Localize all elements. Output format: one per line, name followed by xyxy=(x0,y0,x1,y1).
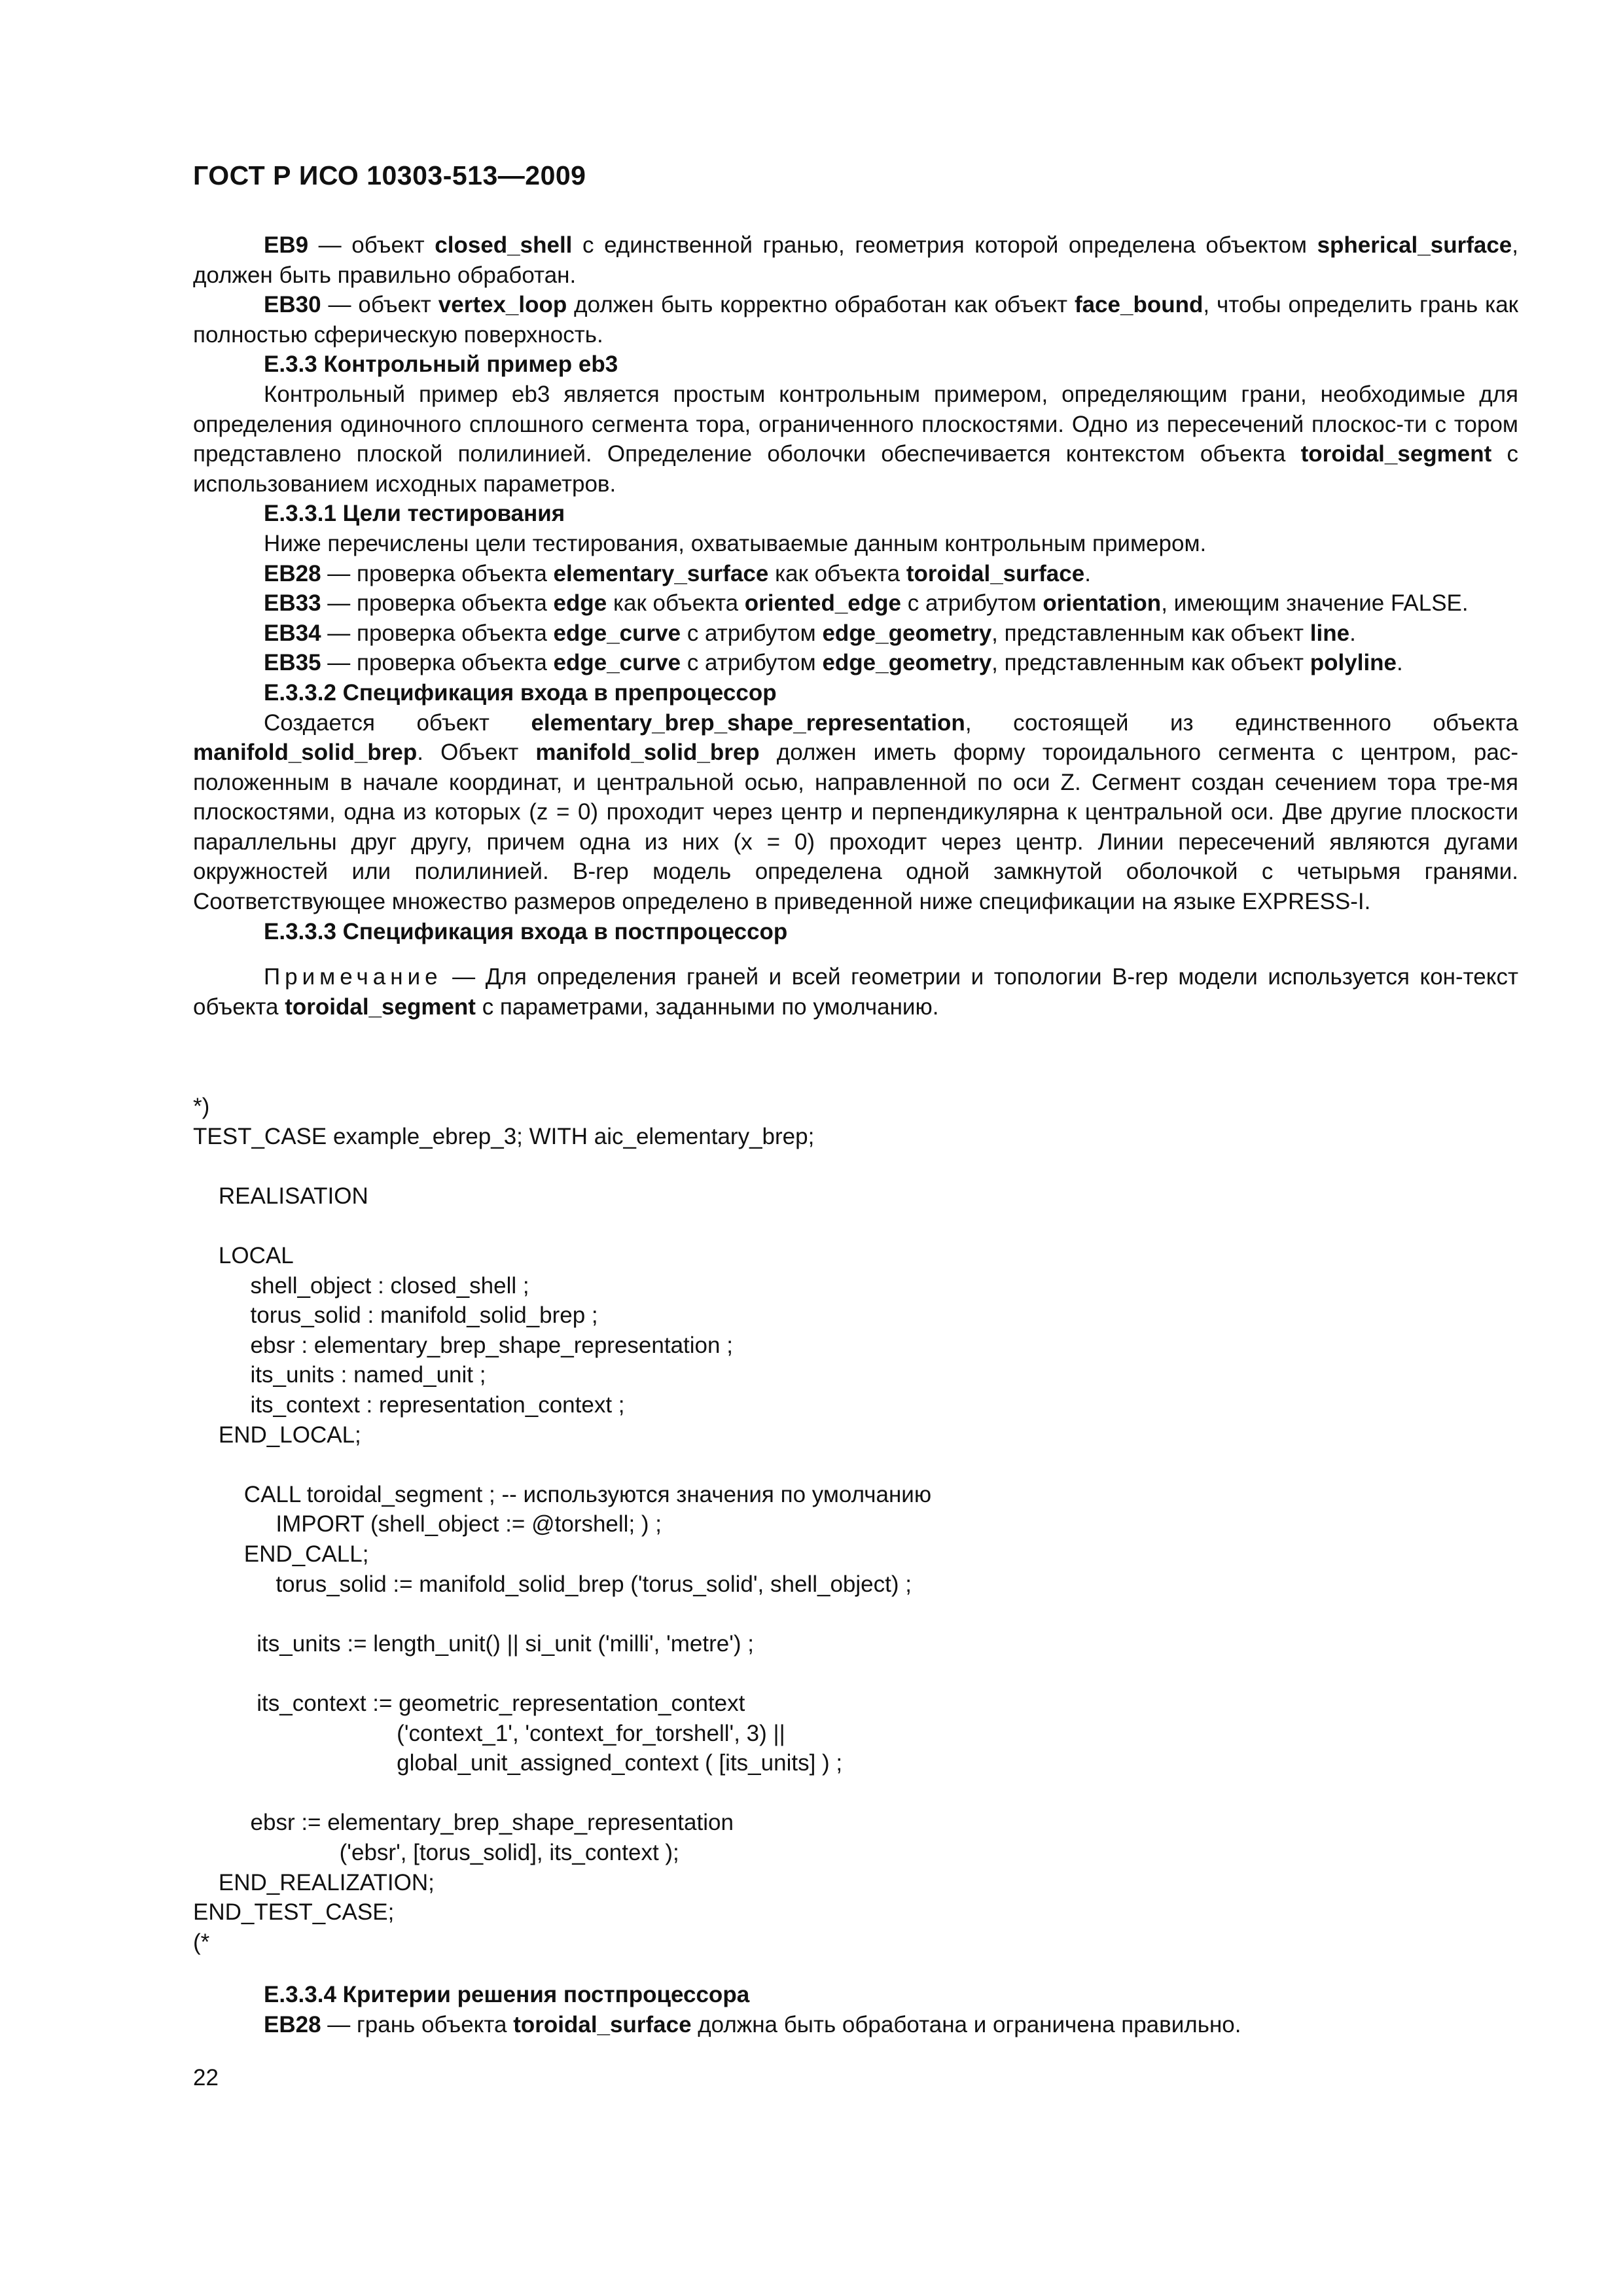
code-line: ('context_1', 'context_for_torshell', 3) || xyxy=(193,1720,785,1746)
term: edge xyxy=(553,590,607,617)
requirement-id: EB35 xyxy=(264,650,321,676)
paragraph-eb9 xyxy=(193,230,1518,290)
text-run: — Для определения граней и всей геометрии и топологии B-rep модели используется кон-текст объекта xyxy=(193,964,1518,1020)
paragraph-e331: Ниже перечислены цели тестирования, охватываемые данным контрольным примером. xyxy=(264,530,1207,556)
code-line: TEST_CASE example_ebrep_3; WITH aic_elementary_brep; xyxy=(193,1123,815,1149)
text-run: с атрибутом xyxy=(901,590,1043,617)
text-run: — проверка объекта xyxy=(321,620,554,646)
term: edge_curve xyxy=(553,620,681,646)
term: toroidal_segment xyxy=(1300,441,1492,467)
term: toroidal_surface xyxy=(906,560,1085,586)
code-line: its_units : named_unit ; xyxy=(193,1362,486,1388)
text-run: , должен быть правильно обработан. xyxy=(193,232,1518,288)
code-line: END_LOCAL; xyxy=(193,1422,361,1448)
note-label: Примечание xyxy=(264,964,442,990)
term: face_bound xyxy=(1074,292,1204,318)
text-run: с единственной гранью, геометрия которой определена объектом xyxy=(572,232,1317,258)
text-run: — объект xyxy=(308,232,435,258)
term: edge_geometry xyxy=(822,620,992,646)
term: oriented_edge xyxy=(744,590,901,617)
section-heading-e333: E.3.3.3 Спецификация входа в постпроцессор xyxy=(264,918,788,944)
paragraph-eb35 xyxy=(193,648,1518,678)
text-run: , чтобы определить грань как полностью сферическую поверхность. xyxy=(193,292,1518,348)
code-line: END_REALIZATION; xyxy=(193,1869,435,1895)
paragraph-eb30 xyxy=(193,290,1518,350)
section-heading-e331: E.3.3.1 Цели тестирования xyxy=(264,501,565,527)
text-run: . xyxy=(1349,620,1356,646)
code-line: (* xyxy=(193,1929,210,1955)
section-heading-e332: E.3.3.2 Спецификация входа в препроцессор xyxy=(264,679,777,706)
text-run: Контрольный пример eb3 является простым контрольным примером, определяющим грани, необходимые для определения одиночного сплошного сегмента тора, ограниченного плоскостями. Одно из пересечений плоскос-ти с тором представлено плоской полилинией. Определение оболочки обеспечивается контекстом объекта xyxy=(193,381,1518,467)
requirement-id: EB28 xyxy=(264,560,321,586)
requirement-id: EB9 xyxy=(264,232,309,258)
code-line: global_unit_assigned_context ( [its_units] ) ; xyxy=(193,1750,843,1776)
lower-text xyxy=(193,1980,1518,2039)
text-run: . Объект xyxy=(417,740,536,766)
term: line xyxy=(1310,620,1350,646)
term: toroidal_surface xyxy=(513,2011,692,2037)
text-run: с атрибутом xyxy=(681,650,823,676)
text-run: — объект xyxy=(321,292,438,318)
section-heading-e334: E.3.3.4 Критерии решения постпроцессора xyxy=(264,1982,750,2007)
term: elementary_surface xyxy=(553,560,769,586)
code-line: its_context := geometric_representation_context xyxy=(193,1691,745,1716)
text-run: , имеющим значение FALSE. xyxy=(1161,590,1469,617)
paragraph-eb28 xyxy=(193,559,1518,589)
text-run: как объекта xyxy=(607,590,745,617)
text-run: . xyxy=(1084,560,1091,586)
text-run: — проверка объекта xyxy=(321,560,554,586)
code-line: *) xyxy=(193,1094,210,1119)
text-run: — грань объекта xyxy=(321,2011,514,2037)
code-line: IMPORT (shell_object := @torshell; ) ; xyxy=(193,1511,662,1537)
code-line: its_context : representation_context ; xyxy=(193,1392,625,1418)
code-line: ebsr := elementary_brep_shape_representation xyxy=(193,1810,734,1836)
text-run: , представленным как объект xyxy=(991,650,1310,676)
term: polyline xyxy=(1310,650,1397,676)
text-run: должна быть обработана и ограничена правильно. xyxy=(691,2011,1241,2037)
code-line: REALISATION xyxy=(193,1183,368,1209)
text-run: , состоящей из единственного объекта xyxy=(965,709,1518,736)
requirement-id: EB28 xyxy=(264,2011,321,2037)
requirement-id: EB34 xyxy=(264,620,321,646)
code-line: torus_solid : manifold_solid_brep ; xyxy=(193,1302,598,1329)
text-run: как объекта xyxy=(768,560,906,586)
code-line: shell_object : closed_shell ; xyxy=(193,1272,529,1299)
term: edge_geometry xyxy=(822,650,992,676)
term: vertex_loop xyxy=(438,292,567,318)
term: elementary_brep_shape_representation xyxy=(531,709,965,736)
term: spherical_surface xyxy=(1317,232,1512,258)
text-run: , представленным как объект xyxy=(991,620,1310,646)
body-text xyxy=(193,230,1518,1022)
term: edge_curve xyxy=(553,650,681,676)
section-heading-e33: E.3.3 Контрольный пример eb3 xyxy=(264,351,618,378)
text-run: должен быть корректно обработан как объект xyxy=(567,292,1075,318)
term: orientation xyxy=(1043,590,1162,617)
code-line: END_TEST_CASE; xyxy=(193,1899,395,1926)
text-run: — проверка объекта xyxy=(321,590,554,617)
paragraph-eb33 xyxy=(193,588,1518,619)
code-line: torus_solid := manifold_solid_brep ('torus_solid', shell_object) ; xyxy=(193,1571,912,1597)
text-run: — проверка объекта xyxy=(321,650,554,676)
paragraph-eb28-criteria xyxy=(193,2010,1518,2040)
paragraph-eb34 xyxy=(193,619,1518,649)
code-line: LOCAL xyxy=(193,1243,294,1268)
document-header: ГОСТ Р ИСО 10303-513—2009 xyxy=(193,160,586,190)
term: closed_shell xyxy=(435,232,573,258)
term: toroidal_segment xyxy=(285,994,476,1020)
text-run: с использованием исходных параметров. xyxy=(193,441,1519,497)
text-run: с атрибутом xyxy=(681,620,823,646)
text-run: с параметрами, заданными по умолчанию. xyxy=(475,994,939,1020)
code-line: CALL toroidal_segment ; -- используются значения по умолчанию xyxy=(193,1481,932,1507)
requirement-id: EB33 xyxy=(264,590,321,617)
paragraph-e33 xyxy=(193,380,1518,499)
code-line: ebsr : elementary_brep_shape_representation ; xyxy=(193,1332,733,1358)
code-line: END_CALL; xyxy=(193,1541,369,1567)
page-number: 22 xyxy=(193,2065,219,2090)
code-line: ('ebsr', [torus_solid], its_context ); xyxy=(193,1840,679,1865)
text-run: Создается объект xyxy=(264,709,531,736)
paragraph-e332 xyxy=(193,708,1518,917)
text-run: должен иметь форму тороидального сегмента с центром, рас-положенным в начале координат, и центральной осью, направленной по оси Z. Сегмент создан сечением тора тре-мя плоскостями, одна из которых (z = 0) проходит через центр и перпендикулярна к центральной оси. Две другие плоскости параллельны друг другу, причем одна из них (x = 0) проходит через центр. Линии пересечений являются дугами окружностей или полилинией. B-rep модель определена одной замкнутой оболочкой с четырьмя гранями. Соответствующее множество размеров определено в приведенной ниже спецификации на языке EXPRESS-I. xyxy=(193,740,1518,915)
note-paragraph xyxy=(193,962,1518,1022)
requirement-id: EB30 xyxy=(264,292,321,318)
code-line: its_units := length_unit() || si_unit ('milli', 'metre') ; xyxy=(193,1630,755,1657)
term: manifold_solid_brep xyxy=(535,740,760,766)
term: manifold_solid_brep xyxy=(193,740,418,766)
text-run: . xyxy=(1397,650,1403,676)
